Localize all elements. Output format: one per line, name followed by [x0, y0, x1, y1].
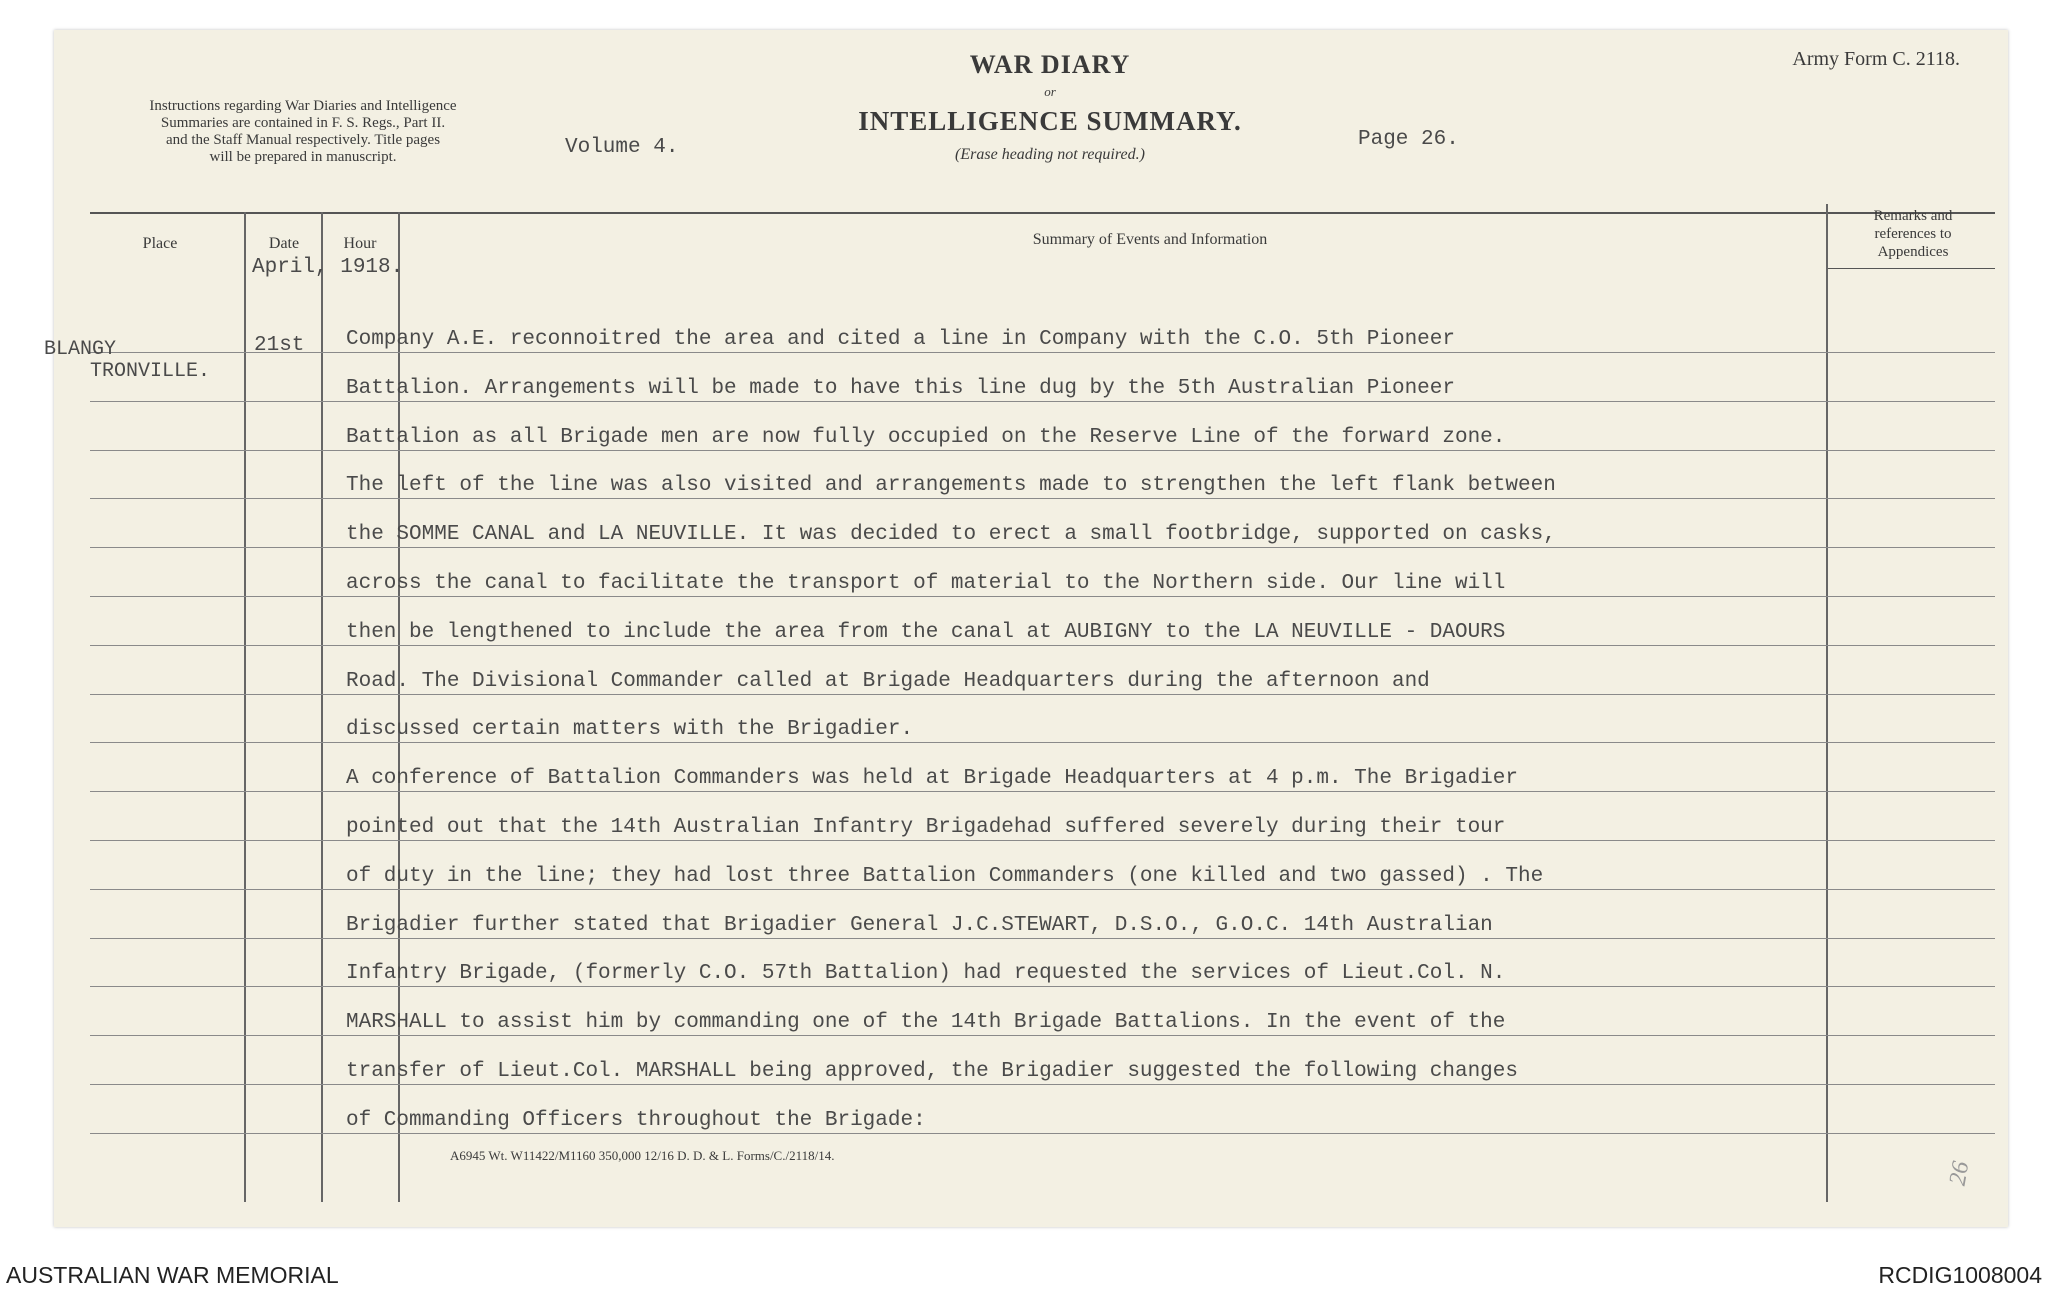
remarks-header-line: Appendices [1877, 244, 1949, 260]
summary-line: Road. The Divisional Commander called at Brigade Headquarters during the afternoon and [346, 670, 1430, 693]
summary-line: The left of the line was also visited and arrangements made to strengthen the left flank between [346, 474, 1556, 497]
remarks-header-rule [1828, 268, 1995, 269]
ruled-line [90, 352, 1995, 353]
remarks-header-line: references to [1874, 226, 1952, 242]
summary-line: across the canal to facilitate the transport of material to the Northern side. Our line will [346, 572, 1506, 595]
ruled-line [90, 401, 1995, 402]
summary-line: transfer of Lieut.Col. MARSHALL being approved, the Brigadier suggested the following changes [346, 1060, 1518, 1083]
ruled-line [90, 450, 1995, 451]
title-or: or [1044, 84, 1056, 99]
summary-line: Infantry Brigade, (formerly C.O. 57th Battalion) had requested the services of Lieut.Col. N. [346, 962, 1506, 985]
summary-line: Battalion. Arrangements will be made to have this line dug by the 5th Australian Pioneer [346, 377, 1455, 400]
ruled-line [90, 596, 1995, 597]
archive-label-left: AUSTRALIAN WAR MEMORIAL [6, 1262, 339, 1288]
place-date-divider [244, 212, 246, 1202]
ruled-line [90, 1035, 1995, 1036]
column-header-summary: Summary of Events and Information [1032, 231, 1268, 248]
ruled-line [90, 889, 1995, 890]
ruled-line [90, 547, 1995, 548]
hour-summary-divider [398, 212, 400, 1202]
ruled-line [90, 694, 1995, 695]
ruled-line [90, 791, 1995, 792]
summary-line: then be lengthened to include the area from the canal at AUBIGNY to the LA NEUVILLE - DAOURS [346, 621, 1506, 644]
entry-month: April, 1918. [252, 256, 404, 279]
column-header-remarks [1830, 207, 1996, 261]
archive-label-right: RCDIG1008004 [1878, 1262, 2042, 1288]
title-war-diary: WAR DIARY [969, 50, 1131, 79]
column-header-place: Place [142, 235, 178, 252]
title-intelligence-summary: INTELLIGENCE SUMMARY. [858, 106, 1242, 136]
summary-line: MARSHALL to assist him by commanding one of the 14th Brigade Battalions. In the event of the [346, 1011, 1506, 1034]
column-header-hour: Hour [343, 235, 377, 252]
summary-line: of Commanding Officers throughout the Brigade: [346, 1109, 926, 1132]
summary-line: of duty in the line; they had lost three Battalion Commanders (one killed and two gassed) . The [346, 865, 1544, 888]
instructions-line: Instructions regarding War Diaries and Intelligence [149, 98, 457, 114]
ruled-line [90, 986, 1995, 987]
summary-line: the SOMME CANAL and LA NEUVILLE. It was decided to erect a small footbridge, supported on casks, [346, 523, 1556, 546]
entry-date: 21st [254, 334, 305, 357]
summary-line: discussed certain matters with the Brigadier. [346, 718, 914, 741]
instructions-line: and the Staff Manual respectively. Title pages [165, 132, 441, 148]
place-line-1: BLANGY [44, 338, 117, 361]
volume-label: Volume 4. [565, 136, 679, 159]
form-print-code: A6945 Wt. W11422/M1160 350,000 12/16 D. D. & L. Forms/C./2118/14. [450, 1148, 835, 1163]
ruled-line [90, 1084, 1995, 1085]
summary-line: Brigadier further stated that Brigadier General J.C.STEWART, D.S.O., G.O.C. 14th Australian [346, 914, 1493, 937]
pencil-page-number: 26 [1944, 1159, 1975, 1188]
ruled-line [90, 742, 1995, 743]
summary-line: Battalion as all Brigade men are now fully occupied on the Reserve Line of the forward zone. [346, 426, 1506, 449]
summary-line: pointed out that the 14th Australian Infantry Brigadehad suffered severely during their tour [346, 816, 1506, 839]
date-hour-divider [321, 212, 323, 1202]
ruled-line [90, 938, 1995, 939]
remarks-header-line: Remarks and [1873, 208, 1953, 224]
table-top-rule [90, 212, 1995, 214]
ruled-line [90, 1133, 1995, 1134]
ruled-line [90, 498, 1995, 499]
instructions-note [73, 98, 533, 166]
column-header-date: Date [268, 235, 300, 252]
army-form-label: Army Form C. 2118. [1792, 48, 1960, 70]
ruled-line [90, 840, 1995, 841]
instructions-line: Summaries are contained in F. S. Regs., Part II. [160, 115, 446, 131]
page-number: Page 26. [1358, 128, 1459, 151]
erase-note: (Erase heading not required.) [955, 146, 1145, 163]
summary-remarks-divider [1826, 204, 1828, 1202]
summary-line: A conference of Battalion Commanders was held at Brigade Headquarters at 4 p.m. The Brigadier [346, 767, 1518, 790]
instructions-line: will be prepared in manuscript. [209, 149, 397, 165]
ruled-line [90, 645, 1995, 646]
place-line-2: TRONVILLE. [90, 360, 211, 383]
summary-line: Company A.E. reconnoitred the area and cited a line in Company with the C.O. 5th Pioneer [346, 328, 1455, 351]
